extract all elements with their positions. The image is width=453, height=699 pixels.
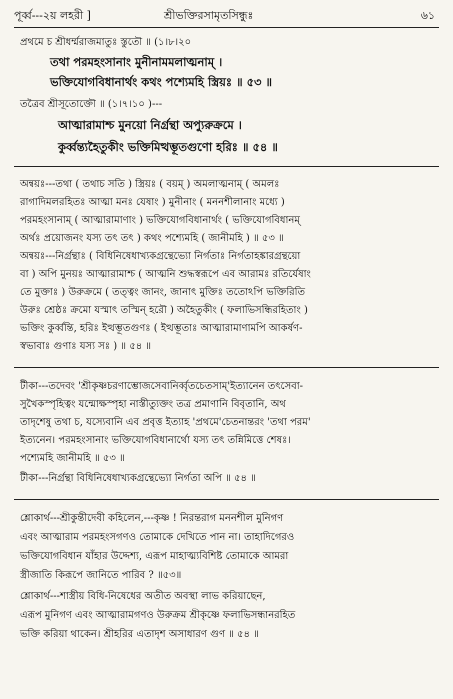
anvaya-53-line-2: রাগাদিমলরহিতঃ আত্মা মনঃ যেষাং ) মুনীনাং ( মননশীলানাং মধ্যে )	[20, 197, 285, 208]
translation-53-line-2: এবং আত্মারাম পরমহংসগণও তোমাকে দেখিতে পান না। তাহাদিগেরও	[20, 532, 295, 543]
verse-54-line-1: আত্মারামাশ্চ মুনয়ো নির্গ্রন্থা অপ্যুরুক্রমে ।	[58, 118, 242, 132]
source-line-54: তত্রৈব শ্রীসূতোক্তৌ ॥ (১।৭।১০ )---	[20, 99, 163, 110]
tika-53-line-1: টীকা---তদেবং 'শ্রীকৃষ্ণচরণাম্ভোজসেবানির্ব্বৃতচেতসাম্'ইত্যানেন তৎসেবা-	[20, 381, 304, 392]
anvaya-53-line-1: অন্বয়ঃ---তথা ( তথাচ সতি ) স্ত্রিয়ঃ ( বয়ম্ ) অমলাত্মনাম্ ( অমলঃ	[20, 179, 280, 190]
translation-54-line-2: এরূপ মুনিগণ এবং আত্মারামগণও উরুক্রম শ্রীকৃষ্ণে ফলাভিসন্ধানরহিত	[20, 610, 296, 621]
anvaya-54-line-5: ভক্তিং কুর্ব্বন্তি, হরিঃ ইত্থম্ভূতগুণঃ ( ইত্থম্ভূতাঃ আত্মারামাণামপি আকর্ষণ-	[20, 323, 303, 334]
anvaya-54-line-3: তে মুক্তাঃ ) উরুক্রমে ( তত্ত্বং জানং, জানাৎ মুক্তিঃ ততোঽপি ভক্তিরিতি	[20, 287, 306, 298]
header-title: শ্রীভক্তিরসামৃতসিন্ধুঃ	[164, 9, 254, 22]
anvaya-54-line-1: অন্বয়ঃ---নির্গ্রন্থাঃ ( বিধিনিষেধাখ্যকগ্রন্থেভ্যো নির্গতাঃ নির্গতাহঙ্কারগ্রন্থয়ো	[20, 251, 301, 262]
translation-53-line-4: স্ত্রীজাতি কিরূপে জানিতে পারিব ? ॥৫৩॥	[20, 570, 182, 581]
anvaya-53-line-3: পরমহংসানাম্ ( আত্মারামাণাং ) ভক্তিযোগবিধানার্থং ( ভক্তিযোগবিধানম্	[20, 215, 300, 226]
anvaya-54-line-6: স্বভাবাঃ গুণাঃ যস্য সঃ ) ॥ ৫৪ ॥	[20, 341, 152, 352]
tika-53-line-4: ইত্যনেন। পরমহংসানাং ভক্তিযোগবিধানার্থো যস্য তৎ তন্নিমিত্তে শেষঃ।	[20, 435, 291, 446]
translation-53-line-1: শ্লোকার্থ---শ্রীকুন্তীদেবী কহিলেন,---কৃষ্ণ ! নিরন্তরাগ মননশীল মুনিগণ	[20, 513, 284, 524]
header-rule	[14, 27, 439, 28]
verse-54-line-2: কুর্ব্বন্ত্যহৈতুকীং ভক্তিমিত্থম্ভূতগুণো হরিঃ ॥ ৫৪ ॥	[58, 140, 278, 154]
anvaya-53-line-4: অর্থঃ প্রয়োজনং যস্য তৎ তৎ ) কথং পশ্যেমহি ( জানীমহি ) ॥ ৫৩ ॥	[20, 233, 284, 244]
section-rule-3	[14, 499, 439, 500]
source-line-53: প্রথমে চ শ্রীধর্ম্মরাজমাতুঃ স্তুতৌ ॥ (১।৮।২০	[20, 37, 192, 48]
translation-53-line-3: ভক্তিযোগবিধান যাঁহার উদ্দেশ্য, এরূপ মাহাত্ম্যবিশিষ্ট তোমাকে আমরা	[20, 551, 289, 562]
anvaya-54-line-2: বা ) অপি মুনয়ঃ আত্মারামাশ্চ ( আত্মনি শুদ্ধস্বরূপে এব আরামঃ রতির্যেষাং	[20, 269, 311, 280]
translation-54-line-1: শ্লোকার্থ---শাস্ত্রীয় বিধি-নিষেধের অতীত অবস্থা লাভ করিয়াছেন,	[20, 591, 266, 602]
tika-53-line-2: সুখৈকস্পৃহিত্বং যন্মোক্ষস্পৃহা নাস্তীত্যুক্তং তত্র প্রমাণানি বিবৃতানি, অথ	[20, 399, 286, 410]
tika-53-line-5: পশ্যেমহি জানীমহি ॥ ৫৩ ॥	[20, 453, 125, 464]
verse-53-line-1: তথা পরমহংসানাং মুনীনামমলাত্মনাম্ ।	[50, 55, 223, 69]
tika-54-line: টীকা---নির্গ্রন্থা বিধিনিষেধাখ্যকগ্রন্থেভ্যো নির্গতা অপি ॥ ৫৪ ॥	[20, 473, 256, 484]
page-number: ৬১	[420, 9, 435, 22]
verse-53-line-2: ভক্তিযোগবিধানার্থং কথং পশ্যেমহি স্ত্রিয়ঃ ॥ ৫৩ ॥	[50, 75, 273, 89]
section-rule-1	[14, 166, 439, 167]
section-rule-2	[14, 367, 439, 368]
translation-54-line-3: ভক্তি করিয়া থাকেন। শ্রীহরির এতাদৃশ অসাধারণ গুণ ॥ ৫৪ ॥	[20, 629, 259, 640]
page-header	[14, 7, 439, 27]
anvaya-54-line-4: উরুঃ শ্রেষ্ঠঃ ক্রমো যস্মাৎ তস্মিন্ হরৌ ) অহৈতুকীং ( ফলাভিসন্ধিরহিতাং )	[20, 305, 308, 316]
header-left: পূর্ব্ব---২য় লহরী ]	[14, 9, 91, 22]
tika-53-line-3: তাদৃশেষু তথা চ, যস্যেবানি এব প্রবৃত্ত ইত্যাহ 'প্রথমে'চেতনান্তরং 'তথা পরম'	[20, 417, 311, 428]
